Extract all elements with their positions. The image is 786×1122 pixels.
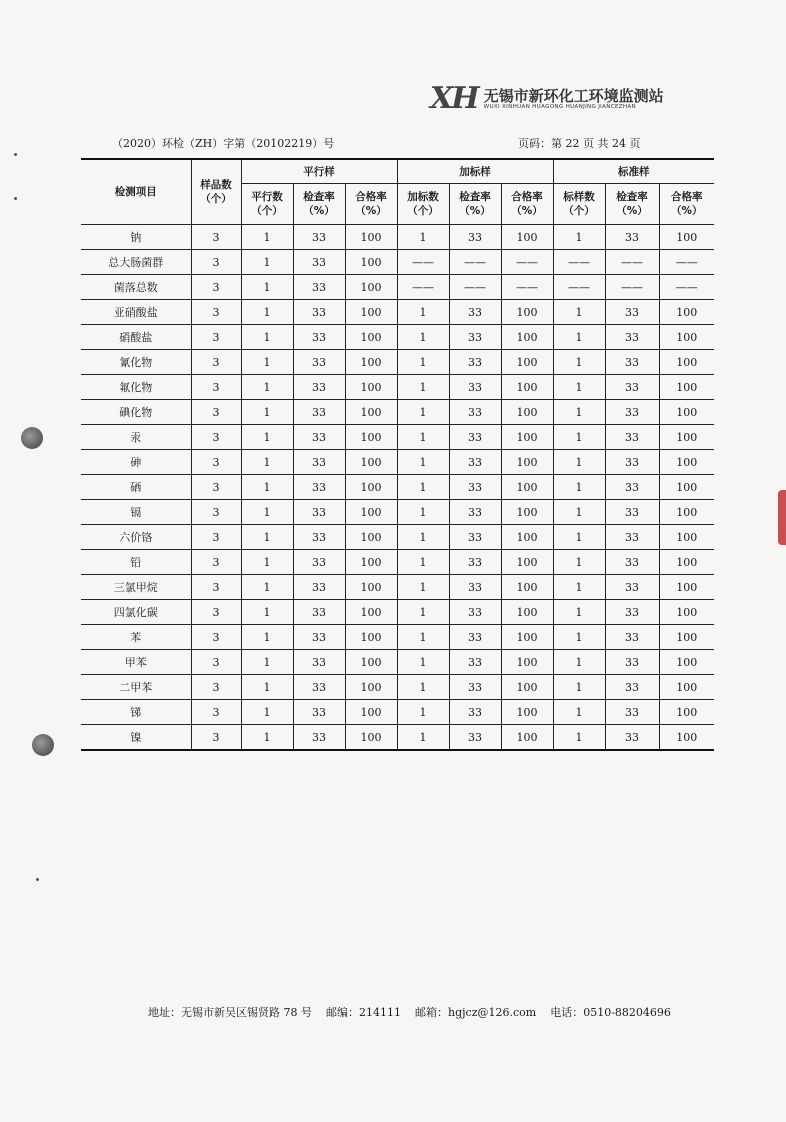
header-parallel-check-rate: 检查率（%） (293, 184, 345, 225)
value-cell: 1 (397, 625, 449, 650)
value-cell: 33 (293, 375, 345, 400)
value-cell: 100 (659, 625, 714, 650)
value-cell: 1 (553, 225, 605, 250)
header-spiked-check-rate: 检查率（%） (449, 184, 501, 225)
value-cell: 100 (501, 550, 553, 575)
value-cell: 100 (345, 325, 397, 350)
value-cell: 33 (449, 675, 501, 700)
value-cell: 100 (501, 325, 553, 350)
value-cell: 100 (659, 500, 714, 525)
value-cell: 1 (553, 400, 605, 425)
value-cell: 3 (191, 575, 241, 600)
value-cell: 1 (397, 500, 449, 525)
footer-phone: 电话：0510-88204696 (550, 1006, 671, 1019)
value-cell: 100 (501, 650, 553, 675)
value-cell: 33 (605, 625, 659, 650)
value-cell: 1 (397, 550, 449, 575)
table-row (81, 525, 714, 550)
item-name-cell: 碘化物 (81, 400, 191, 425)
value-cell: 100 (659, 375, 714, 400)
value-cell: 1 (553, 600, 605, 625)
item-name-cell: 氰化物 (81, 350, 191, 375)
value-cell: 33 (293, 675, 345, 700)
value-cell: 1 (553, 300, 605, 325)
value-cell: 100 (345, 500, 397, 525)
value-cell: 33 (449, 425, 501, 450)
table-row (81, 625, 714, 650)
header-item: 检测项目 (81, 159, 191, 225)
table-row (81, 275, 714, 300)
red-edge-mark (778, 490, 786, 545)
table-row (81, 575, 714, 600)
value-cell: 33 (449, 500, 501, 525)
value-cell: —— (501, 275, 553, 300)
value-cell: 33 (293, 400, 345, 425)
value-cell: 3 (191, 225, 241, 250)
value-cell: 33 (449, 550, 501, 575)
value-cell: 100 (659, 600, 714, 625)
value-cell: 33 (449, 400, 501, 425)
value-cell: 33 (605, 325, 659, 350)
value-cell: 100 (345, 675, 397, 700)
item-name-cell: 甲苯 (81, 650, 191, 675)
value-cell: 33 (449, 325, 501, 350)
value-cell: 1 (241, 725, 293, 751)
item-name-cell: 三氯甲烷 (81, 575, 191, 600)
header-spiked-count: 加标数（个） (397, 184, 449, 225)
value-cell: 33 (293, 300, 345, 325)
value-cell: 1 (553, 375, 605, 400)
value-cell: 1 (397, 375, 449, 400)
value-cell: 100 (659, 650, 714, 675)
value-cell: 100 (345, 225, 397, 250)
value-cell: 100 (501, 300, 553, 325)
value-cell: 33 (293, 700, 345, 725)
value-cell: 1 (553, 650, 605, 675)
value-cell: —— (501, 250, 553, 275)
value-cell: 33 (605, 350, 659, 375)
value-cell: 100 (345, 400, 397, 425)
table-row (81, 350, 714, 375)
value-cell: —— (449, 275, 501, 300)
table-row (81, 225, 714, 250)
value-cell: 1 (553, 475, 605, 500)
logo-text (484, 88, 664, 110)
value-cell: —— (397, 275, 449, 300)
value-cell: 1 (553, 450, 605, 475)
value-cell: 33 (449, 575, 501, 600)
value-cell: 1 (397, 600, 449, 625)
value-cell: 100 (345, 425, 397, 450)
value-cell: —— (659, 275, 714, 300)
value-cell: 100 (345, 250, 397, 275)
value-cell: 33 (605, 675, 659, 700)
value-cell: 1 (397, 675, 449, 700)
value-cell: 100 (659, 350, 714, 375)
value-cell: 33 (605, 550, 659, 575)
value-cell: 1 (241, 400, 293, 425)
value-cell: 100 (345, 625, 397, 650)
value-cell: 33 (293, 725, 345, 751)
item-name-cell: 硝酸盐 (81, 325, 191, 350)
value-cell: 100 (501, 675, 553, 700)
value-cell: 1 (553, 500, 605, 525)
value-cell: —— (553, 275, 605, 300)
logo-mark: XH (430, 81, 478, 116)
value-cell: 33 (605, 600, 659, 625)
value-cell: 1 (241, 625, 293, 650)
item-name-cell: 总大肠菌群 (81, 250, 191, 275)
header-standard-count: 标样数（个） (553, 184, 605, 225)
header-group-parallel: 平行样 (241, 159, 397, 184)
value-cell: 3 (191, 675, 241, 700)
value-cell: —— (659, 250, 714, 275)
value-cell: 1 (553, 675, 605, 700)
item-name-cell: 锑 (81, 700, 191, 725)
value-cell: 33 (293, 600, 345, 625)
value-cell: 33 (605, 400, 659, 425)
value-cell: 33 (605, 475, 659, 500)
value-cell: 1 (241, 500, 293, 525)
value-cell: 100 (501, 500, 553, 525)
value-cell: 3 (191, 725, 241, 751)
value-cell: 100 (345, 450, 397, 475)
value-cell: 1 (241, 350, 293, 375)
value-cell: 33 (605, 500, 659, 525)
value-cell: 1 (397, 300, 449, 325)
value-cell: 1 (241, 675, 293, 700)
value-cell: 1 (397, 650, 449, 675)
table-row (81, 725, 714, 751)
item-name-cell: 汞 (81, 425, 191, 450)
value-cell: 33 (605, 575, 659, 600)
value-cell: 100 (501, 450, 553, 475)
item-name-cell: 氟化物 (81, 375, 191, 400)
value-cell: 1 (553, 325, 605, 350)
value-cell: —— (605, 275, 659, 300)
value-cell: 33 (449, 350, 501, 375)
header-group-standard: 标准样 (553, 159, 714, 184)
table-row (81, 675, 714, 700)
value-cell: 100 (659, 475, 714, 500)
table-row (81, 450, 714, 475)
value-cell: 1 (241, 425, 293, 450)
value-cell: 1 (241, 650, 293, 675)
value-cell: 33 (293, 650, 345, 675)
value-cell: 100 (659, 425, 714, 450)
value-cell: 100 (659, 225, 714, 250)
table-row (81, 425, 714, 450)
item-name-cell: 钠 (81, 225, 191, 250)
scan-speck (14, 197, 17, 200)
value-cell: 100 (501, 575, 553, 600)
value-cell: 100 (345, 600, 397, 625)
value-cell: 33 (449, 525, 501, 550)
value-cell: 33 (293, 450, 345, 475)
value-cell: 1 (397, 525, 449, 550)
value-cell: 100 (501, 350, 553, 375)
value-cell: 1 (241, 475, 293, 500)
value-cell: 33 (293, 250, 345, 275)
value-cell: 100 (501, 725, 553, 751)
item-name-cell: 硒 (81, 475, 191, 500)
table-row (81, 600, 714, 625)
item-name-cell: 四氯化碳 (81, 600, 191, 625)
header-standard-pass-rate: 合格率（%） (659, 184, 714, 225)
value-cell: 33 (605, 425, 659, 450)
value-cell: 33 (293, 325, 345, 350)
value-cell: 33 (605, 375, 659, 400)
footer-address: 地址：无锡市新吴区锡贤路 78 号 (148, 1006, 312, 1019)
value-cell: 1 (553, 575, 605, 600)
value-cell: 1 (241, 600, 293, 625)
value-cell: 1 (241, 550, 293, 575)
value-cell: 1 (241, 575, 293, 600)
value-cell: 100 (659, 450, 714, 475)
header-standard-check-rate: 检查率（%） (605, 184, 659, 225)
header-spiked-pass-rate: 合格率（%） (501, 184, 553, 225)
table-body (81, 225, 714, 751)
qc-results-table (81, 158, 714, 751)
table-row (81, 650, 714, 675)
value-cell: 33 (605, 300, 659, 325)
value-cell: 3 (191, 275, 241, 300)
value-cell: 100 (345, 550, 397, 575)
value-cell: 100 (345, 700, 397, 725)
value-cell: 100 (659, 675, 714, 700)
station-logo (430, 81, 664, 116)
value-cell: 100 (345, 575, 397, 600)
value-cell: 100 (659, 575, 714, 600)
value-cell: 1 (241, 300, 293, 325)
value-cell: —— (553, 250, 605, 275)
value-cell: 3 (191, 625, 241, 650)
value-cell: 1 (397, 450, 449, 475)
table-row (81, 500, 714, 525)
value-cell: 33 (605, 450, 659, 475)
value-cell: 3 (191, 650, 241, 675)
table-row (81, 375, 714, 400)
value-cell: 33 (449, 625, 501, 650)
value-cell: 33 (293, 225, 345, 250)
value-cell: 3 (191, 475, 241, 500)
header-group-spiked: 加标样 (397, 159, 553, 184)
item-name-cell: 苯 (81, 625, 191, 650)
value-cell: 3 (191, 550, 241, 575)
item-name-cell: 六价铬 (81, 525, 191, 550)
scan-speck (14, 153, 17, 156)
value-cell: —— (397, 250, 449, 275)
value-cell: 100 (659, 325, 714, 350)
value-cell: 33 (449, 700, 501, 725)
value-cell: 3 (191, 250, 241, 275)
item-name-cell: 菌落总数 (81, 275, 191, 300)
value-cell: 100 (345, 650, 397, 675)
value-cell: 1 (241, 250, 293, 275)
value-cell: 100 (501, 525, 553, 550)
table-row (81, 700, 714, 725)
value-cell: 1 (397, 475, 449, 500)
value-cell: —— (449, 250, 501, 275)
item-name-cell: 镍 (81, 725, 191, 751)
value-cell: 1 (241, 225, 293, 250)
value-cell: 3 (191, 600, 241, 625)
value-cell: 100 (345, 350, 397, 375)
item-name-cell: 砷 (81, 450, 191, 475)
table-row (81, 250, 714, 275)
value-cell: 33 (449, 725, 501, 751)
value-cell: 1 (241, 375, 293, 400)
value-cell: 3 (191, 425, 241, 450)
value-cell: 1 (553, 700, 605, 725)
value-cell: 100 (501, 225, 553, 250)
value-cell: 100 (501, 700, 553, 725)
value-cell: 33 (293, 475, 345, 500)
item-name-cell: 铅 (81, 550, 191, 575)
table-row (81, 550, 714, 575)
footer-postcode: 邮编：214111 (326, 1006, 401, 1019)
value-cell: 100 (659, 300, 714, 325)
value-cell: 3 (191, 500, 241, 525)
value-cell: 33 (449, 375, 501, 400)
value-cell: 3 (191, 700, 241, 725)
value-cell: 33 (605, 650, 659, 675)
report-number: （2020）环检（ZH）字第（20102219）号 (112, 137, 335, 150)
value-cell: 33 (605, 725, 659, 751)
item-name-cell: 亚硝酸盐 (81, 300, 191, 325)
value-cell: 100 (501, 400, 553, 425)
table-row (81, 400, 714, 425)
value-cell: 33 (293, 425, 345, 450)
value-cell: 33 (449, 650, 501, 675)
item-name-cell: 二甲苯 (81, 675, 191, 700)
value-cell: 1 (397, 700, 449, 725)
value-cell: 1 (553, 550, 605, 575)
value-cell: 100 (501, 625, 553, 650)
value-cell: 1 (397, 400, 449, 425)
value-cell: 3 (191, 450, 241, 475)
table-row (81, 475, 714, 500)
value-cell: 100 (659, 725, 714, 751)
value-cell: 33 (605, 225, 659, 250)
value-cell: 1 (241, 525, 293, 550)
footer-contact (148, 1004, 671, 1020)
value-cell: 1 (553, 625, 605, 650)
page-number: 页码：第 22 页 共 24 页 (518, 137, 641, 150)
value-cell: 1 (241, 275, 293, 300)
logo-english-name: WUXI XINHUAN HUAGONG HUANJING JIANCEZHAN (483, 104, 637, 110)
item-name-cell: 镉 (81, 500, 191, 525)
value-cell: 1 (553, 425, 605, 450)
value-cell: 100 (345, 725, 397, 751)
footer-email: 邮箱：hgjcz@126.com (415, 1006, 537, 1019)
value-cell: 100 (659, 400, 714, 425)
value-cell: 100 (501, 600, 553, 625)
value-cell: 33 (293, 575, 345, 600)
value-cell: 100 (659, 700, 714, 725)
value-cell: 1 (241, 450, 293, 475)
value-cell: 1 (397, 425, 449, 450)
value-cell: 1 (553, 350, 605, 375)
value-cell: 100 (659, 550, 714, 575)
value-cell: 33 (449, 225, 501, 250)
value-cell: 1 (241, 325, 293, 350)
binder-hole (21, 427, 43, 449)
value-cell: 100 (345, 300, 397, 325)
value-cell: 3 (191, 525, 241, 550)
scan-speck (36, 878, 39, 881)
value-cell: 33 (293, 525, 345, 550)
value-cell: —— (605, 250, 659, 275)
value-cell: 33 (293, 625, 345, 650)
value-cell: 33 (605, 700, 659, 725)
value-cell: 1 (397, 325, 449, 350)
value-cell: 3 (191, 400, 241, 425)
value-cell: 100 (501, 375, 553, 400)
value-cell: 1 (241, 700, 293, 725)
value-cell: 33 (293, 350, 345, 375)
header-samples: 样品数（个） (191, 159, 241, 225)
value-cell: 33 (293, 275, 345, 300)
value-cell: 100 (501, 475, 553, 500)
value-cell: 1 (397, 575, 449, 600)
value-cell: 100 (345, 275, 397, 300)
value-cell: 33 (605, 525, 659, 550)
value-cell: 33 (293, 550, 345, 575)
value-cell: 33 (449, 450, 501, 475)
value-cell: 3 (191, 325, 241, 350)
value-cell: 33 (449, 300, 501, 325)
value-cell: 100 (345, 475, 397, 500)
binder-hole (32, 734, 54, 756)
value-cell: 3 (191, 350, 241, 375)
logo-chinese-name: 无锡市新环化工环境监测站 (483, 87, 664, 105)
value-cell: 3 (191, 300, 241, 325)
value-cell: 33 (293, 500, 345, 525)
value-cell: 100 (659, 525, 714, 550)
value-cell: 1 (397, 350, 449, 375)
value-cell: 100 (345, 525, 397, 550)
value-cell: 100 (345, 375, 397, 400)
header-parallel-count: 平行数（个） (241, 184, 293, 225)
value-cell: 33 (449, 475, 501, 500)
value-cell: 3 (191, 375, 241, 400)
value-cell: 1 (553, 525, 605, 550)
value-cell: 1 (397, 225, 449, 250)
value-cell: 1 (553, 725, 605, 751)
value-cell: 1 (397, 725, 449, 751)
table-row (81, 300, 714, 325)
header-parallel-pass-rate: 合格率（%） (345, 184, 397, 225)
value-cell: 33 (449, 600, 501, 625)
table-row (81, 325, 714, 350)
value-cell: 100 (501, 425, 553, 450)
